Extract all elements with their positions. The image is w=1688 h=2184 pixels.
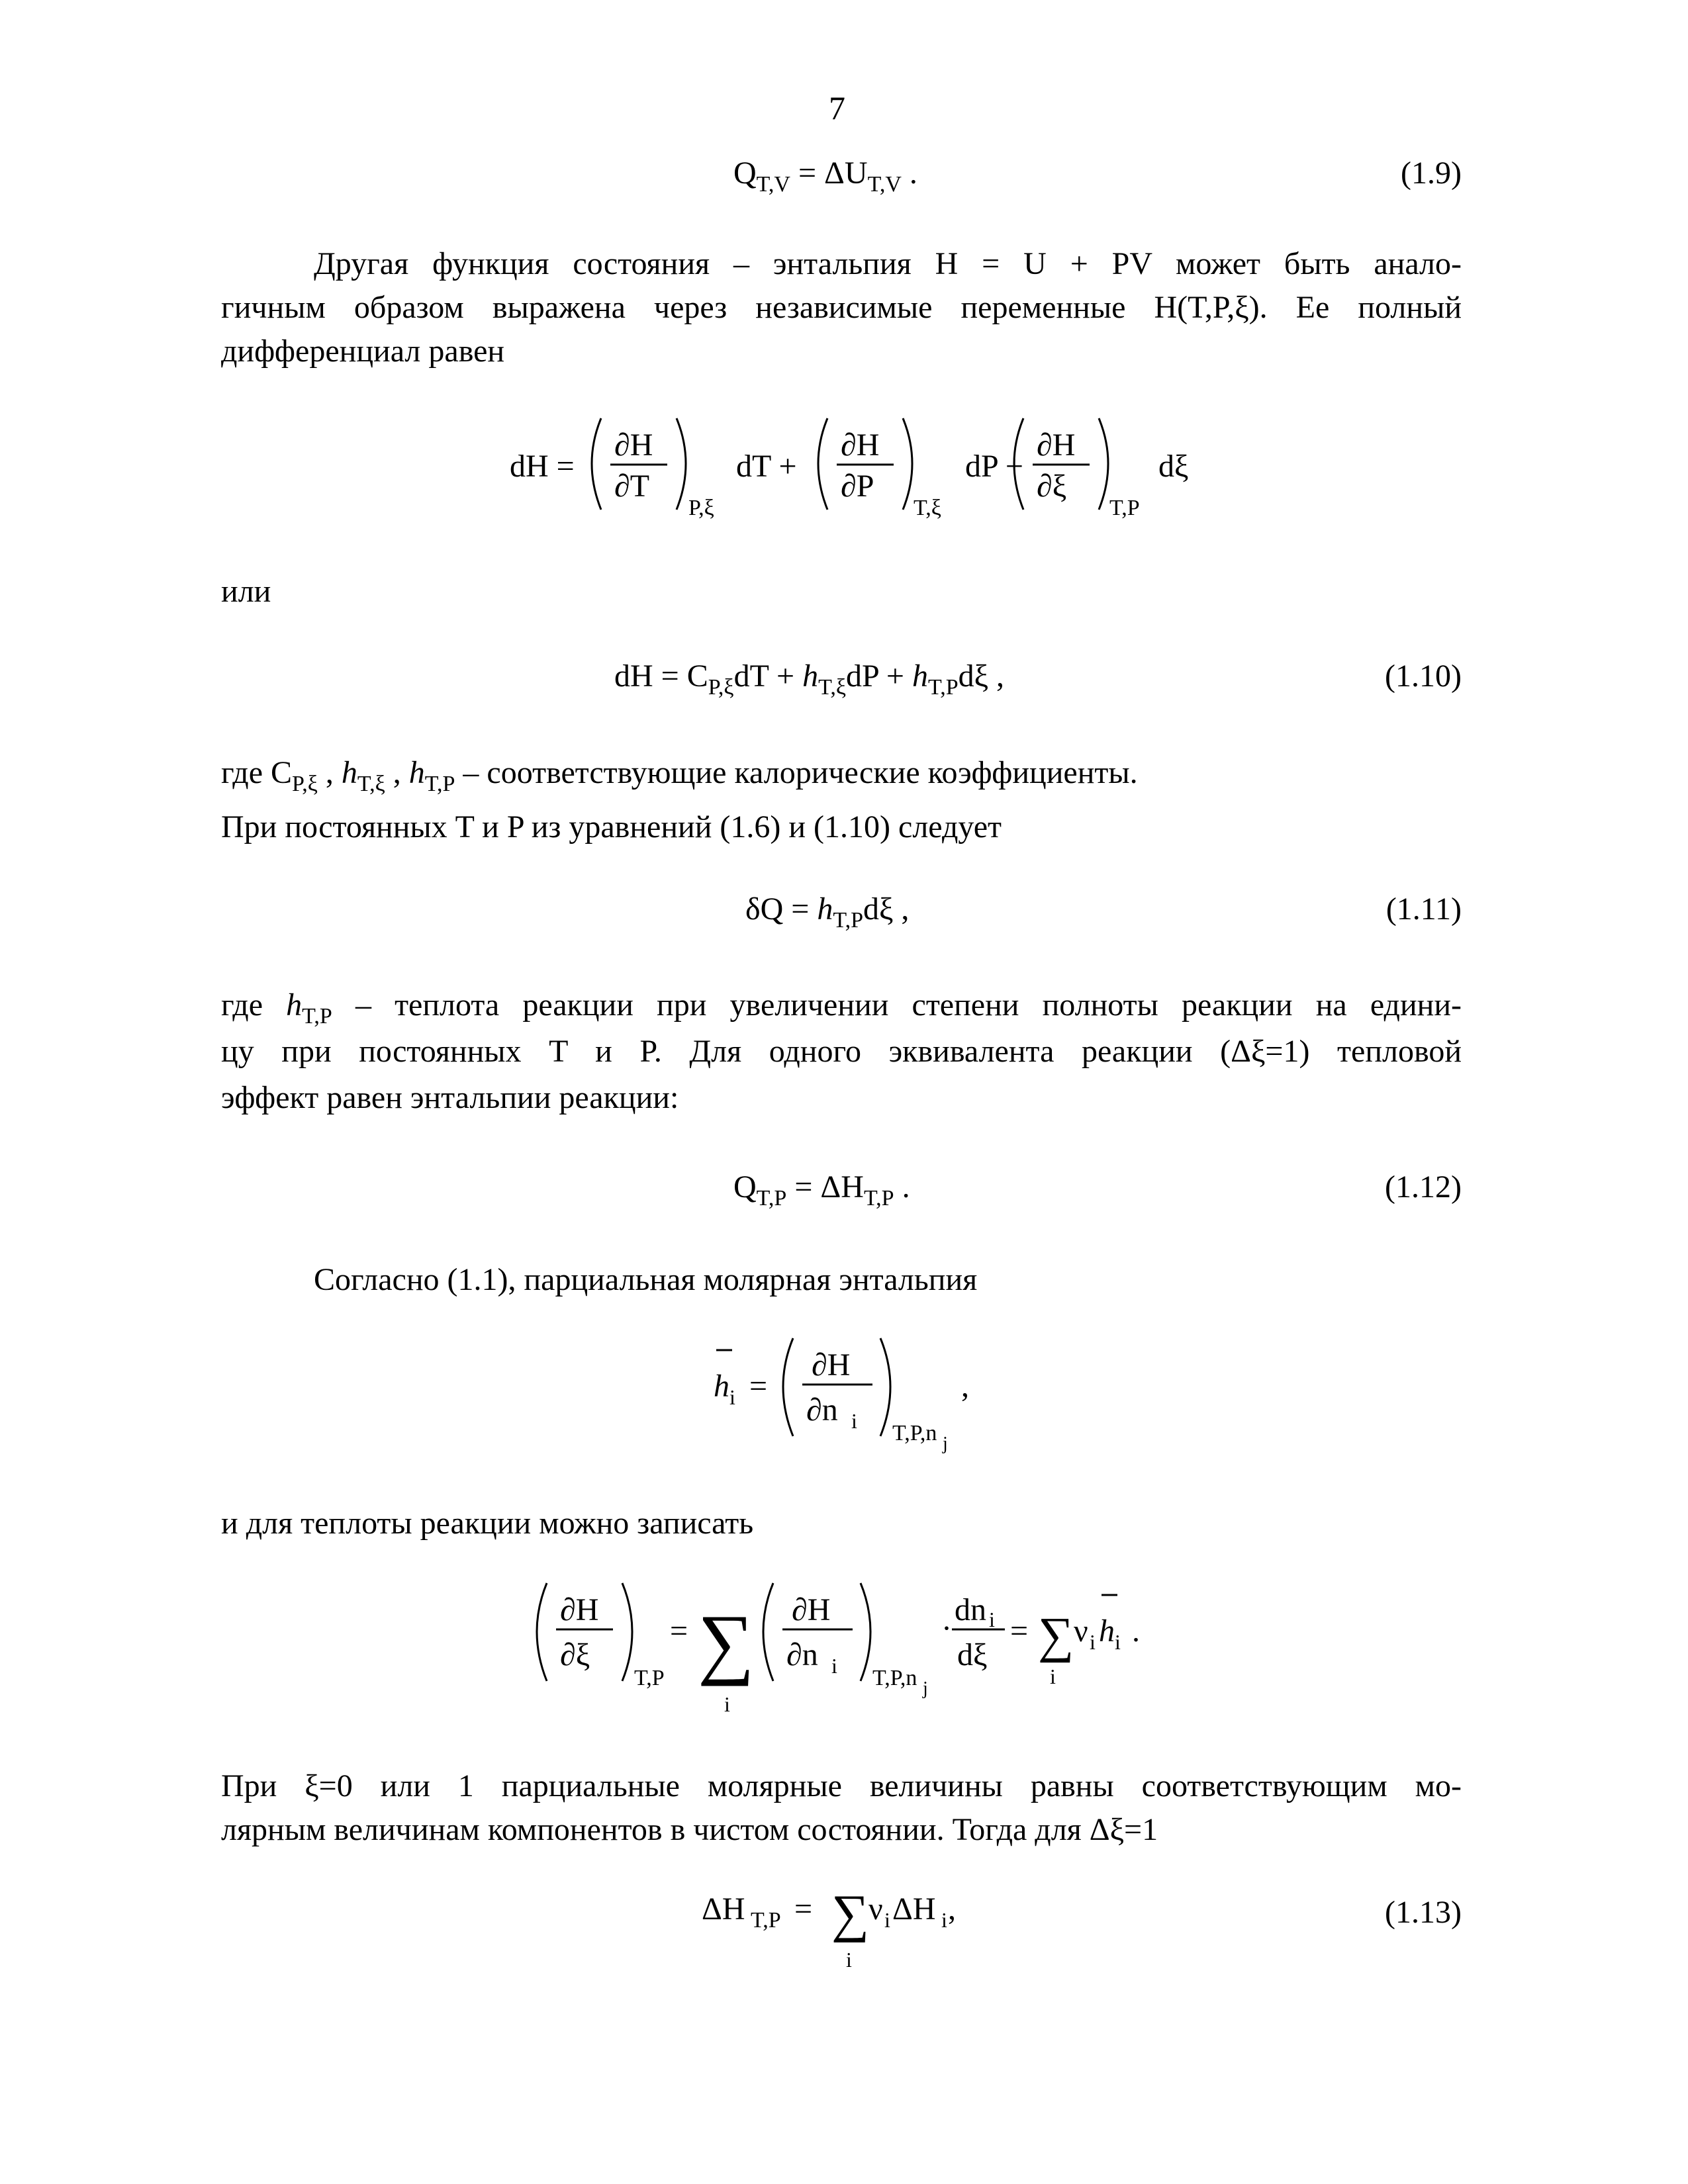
- paragraph-enthalpy-intro: Другая функция состояния – энтальпия H = U + PV может быть анало- гичным образом выражена через независимые переменные H(T,P,ξ). Ее полный дифференциал равен: [221, 246, 1462, 369]
- right-paren: [861, 1583, 870, 1681]
- svg-text:T,P: T,P: [634, 1666, 665, 1690]
- left-paren: [783, 1338, 793, 1436]
- left-paren: [818, 418, 827, 510]
- equation-heat-sum: [523, 1575, 1172, 1721]
- paragraph-pure-components: При ξ=0 или 1 парциальные молярные величины равны соответствующим мо- лярным величинам компонентов в чистом состоянии. Тогда для Δξ=1: [221, 1768, 1462, 1847]
- svg-text:∂ξ: ∂ξ: [1037, 469, 1067, 504]
- svg-text:i: i: [989, 1608, 995, 1631]
- svg-text:T,P,n: T,P,n: [892, 1421, 937, 1445]
- svg-text:∂n: ∂n: [806, 1392, 838, 1428]
- sigma-symbol-small: ∑: [1038, 1608, 1074, 1663]
- paragraph-caloric-coefficients: где $C_{P,\xi}$ , $h_{T,\xi}$ , $h_{T,P}$ – соответствующие калорические коэффициенты.: [221, 755, 1138, 796]
- svg-text:T,P: T,P: [1109, 496, 1140, 520]
- page-number: 7: [829, 89, 845, 126]
- equation-number-1-9: (1.9): [1401, 156, 1462, 191]
- equation-dH-differential: [503, 410, 1205, 529]
- svg-text:dξ: dξ: [957, 1637, 988, 1672]
- svg-text:=: =: [670, 1614, 688, 1649]
- svg-text:∂H: ∂H: [1037, 428, 1076, 463]
- svg-text:T,ξ: T,ξ: [914, 496, 941, 520]
- paragraph-partial-molar-enthalpy: Согласно (1.1), парциальная молярная энтальпия: [314, 1262, 978, 1297]
- svg-text:i: i: [1115, 1630, 1121, 1654]
- svg-text:·: ·: [941, 1611, 952, 1646]
- svg-text:∂ξ: ∂ξ: [560, 1637, 590, 1672]
- svg-text:∂P: ∂P: [841, 469, 874, 504]
- svg-text:i: i: [729, 1385, 735, 1409]
- svg-text:i: i: [846, 1948, 852, 1972]
- equation-1-12: $Q_{T,P} = \Delta H_{T,P}$ .: [733, 1169, 910, 1210]
- svg-text:dP +: dP +: [965, 449, 1023, 484]
- left-paren: [763, 1583, 773, 1681]
- svg-text:,: ,: [961, 1369, 969, 1404]
- svg-text:dξ: dξ: [1158, 449, 1189, 484]
- svg-text:ΔH: ΔH: [892, 1891, 936, 1927]
- svg-text:ν: ν: [868, 1891, 883, 1927]
- svg-text:T,P,n: T,P,n: [872, 1666, 917, 1690]
- paragraph-heat-sum-intro: и для теплоты реакции можно записать: [221, 1506, 754, 1541]
- word-or: или: [221, 574, 271, 609]
- right-paren: [880, 1338, 890, 1436]
- svg-text:∂H: ∂H: [812, 1347, 851, 1383]
- right-paren: [1099, 418, 1108, 510]
- svg-text:=: =: [794, 1891, 813, 1927]
- svg-text:h: h: [714, 1369, 729, 1404]
- sigma-symbol: ∑: [698, 1598, 755, 1686]
- svg-text:ν: ν: [1074, 1614, 1088, 1649]
- svg-text:∂H: ∂H: [614, 428, 653, 463]
- svg-text:ΔH: ΔH: [702, 1891, 745, 1927]
- equation-1-9: $Q_{T,V} = \Delta U_{T,V}$ .: [733, 156, 917, 197]
- equation-number-1-13: (1.13): [1385, 1895, 1462, 1930]
- svg-text:j: j: [923, 1678, 928, 1699]
- left-paren: [592, 418, 601, 510]
- right-paren: [677, 418, 686, 510]
- svg-text:i: i: [1050, 1664, 1056, 1688]
- svg-text:i: i: [941, 1908, 947, 1932]
- equation-number-1-11: (1.11): [1385, 891, 1462, 927]
- svg-text:j: j: [943, 1433, 948, 1454]
- equation-1-10: dH = $C_{P,\xi}dT + h_{T,\xi}dP + h_{T,P}d\xi$ ,: [614, 659, 1005, 700]
- svg-text:,: ,: [948, 1891, 956, 1927]
- svg-text:h: h: [1099, 1614, 1115, 1649]
- svg-text:∂H: ∂H: [560, 1592, 599, 1627]
- sigma-symbol: ∑: [831, 1885, 870, 1943]
- svg-text:=: =: [1010, 1614, 1029, 1649]
- equation-number-1-10: (1.10): [1385, 659, 1462, 694]
- svg-text:=: =: [749, 1369, 768, 1404]
- svg-text:i: i: [851, 1409, 857, 1433]
- equation-partial-molar-enthalpy: [702, 1330, 980, 1463]
- svg-text:i: i: [884, 1908, 890, 1932]
- equation-number-1-12: (1.12): [1385, 1169, 1462, 1205]
- eq-dH-lhs: dH =: [510, 449, 575, 484]
- svg-text:∂n: ∂n: [786, 1637, 818, 1672]
- svg-text:P,ξ: P,ξ: [688, 496, 714, 520]
- left-paren: [537, 1583, 547, 1681]
- svg-text:T,P: T,P: [751, 1908, 781, 1933]
- svg-text:∂H: ∂H: [841, 428, 880, 463]
- svg-text:i: i: [1090, 1630, 1096, 1654]
- equation-1-13: [695, 1873, 1013, 1979]
- svg-text:∂H: ∂H: [792, 1592, 831, 1627]
- paragraph-constant-tp: При постоянных T и P из уравнений (1.6) и (1.10) следует: [221, 809, 1002, 844]
- svg-text:i: i: [724, 1692, 730, 1716]
- svg-text:dn: dn: [955, 1592, 986, 1627]
- equation-1-11: $\delta Q = h_{T,P}d\xi$ ,: [745, 891, 910, 933]
- right-paren: [622, 1583, 632, 1681]
- svg-text:∂T: ∂T: [614, 469, 650, 504]
- paragraph-heat-of-reaction: где $h_{T,P}$ – теплота реакции при увеличении степени полноты реакции на едини- цу при постоянных T и P. Для одного эквивалента реакции (Δξ=1) тепловой эффект равен энтальпии реакции:: [221, 987, 1462, 1115]
- svg-text:dT +: dT +: [736, 449, 797, 484]
- right-paren: [903, 418, 912, 510]
- svg-text:i: i: [831, 1654, 837, 1678]
- svg-text:.: .: [1132, 1614, 1140, 1649]
